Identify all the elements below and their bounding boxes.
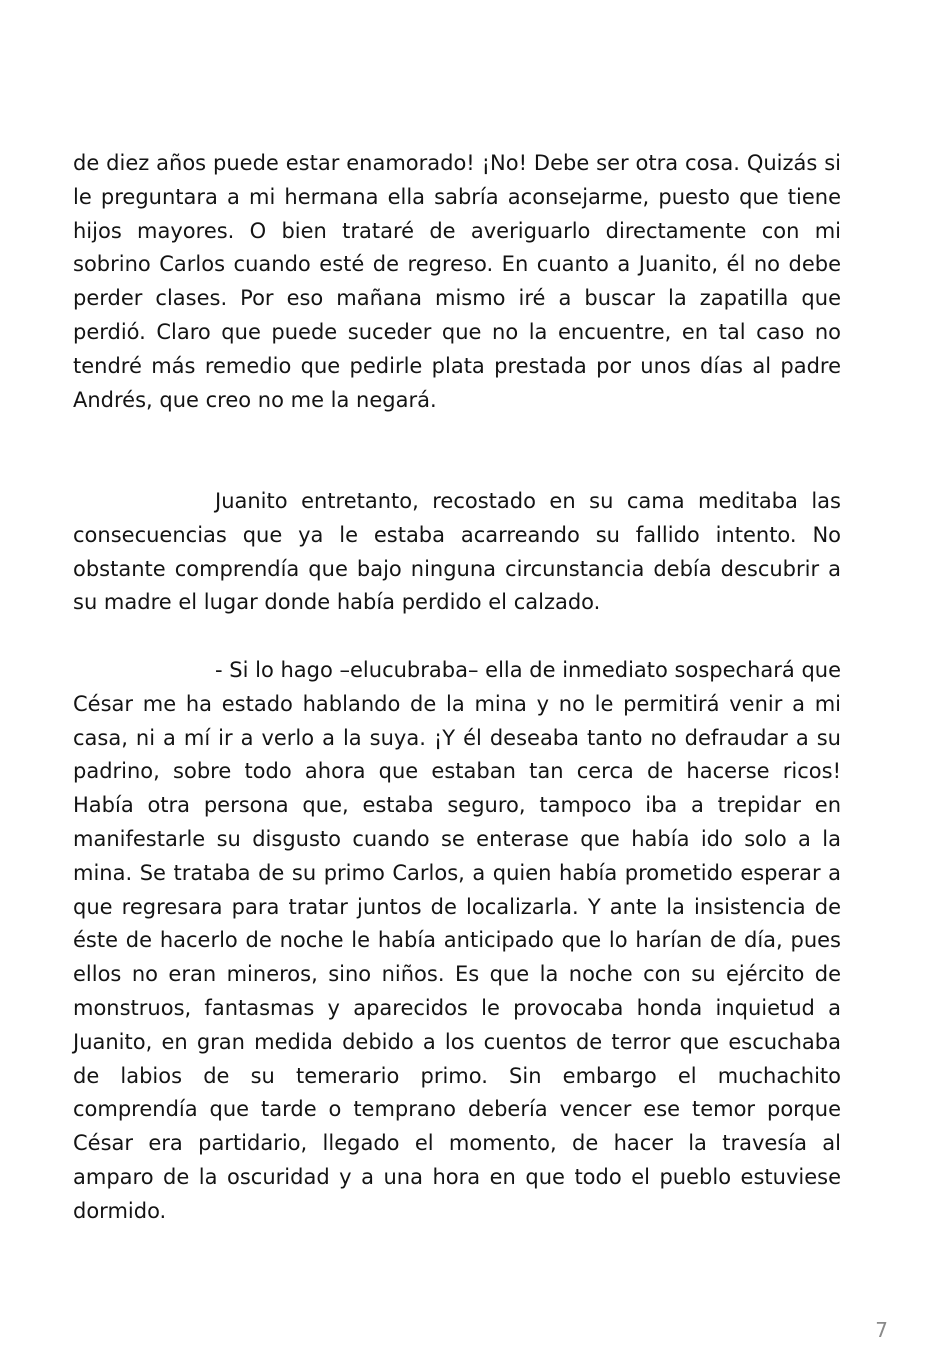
paragraph-2 (73, 485, 841, 620)
paragraph-text: - Si lo hago –elucubraba– ella de inmediato sospechará que César me ha estado hablando de la mina y no le permitirá venir a mi casa, ni a mí ir a verlo a la suya. ¡Y él deseaba tanto no defraudar a su padrino, sobre todo ahora que estaban tan cerca de hacerse ricos! Había otra persona que, estaba seguro, tampoco iba a trepidar en manifestarle su disgusto cuando se enterase que había ido solo a la mina. Se trataba de su primo Carlos, a quien había prometido esperar a que regresara para tratar juntos de localizarla. Y ante la insistencia de éste de hacerlo de noche le había anticipado que lo harían de día, pues ellos no eran mineros, sino niños. Es que la noche con su ejército de monstruos, fantasmas y aparecidos le provocaba honda inquietud a Juanito, en gran medida debido a los cuentos de terror que escuchaba de labios de su temerario primo. Sin embargo el muchachito comprendía que tarde o temprano debería vencer ese temor porque César era partidario, llegado el momento, de hacer la travesía al amparo de la oscuridad y a una hora en que todo el pueblo estuviese dormido. (73, 658, 841, 1223)
paragraph-text: de diez años puede estar enamorado! ¡No! Debe ser otra cosa. Quizás si le preguntara a mi hermana ella sabría aconsejarme, puesto que tiene hijos mayores. O bien trataré de averiguarlo directamente con mi sobrino Carlos cuando esté de regreso. En cuanto a Juanito, él no debe perder clases. Por eso mañana mismo iré a buscar la zapatilla que perdió. Claro que puede suceder que no la encuentre, en tal caso no tendré más remedio que pedirle plata prestada por unos días al padre Andrés, que creo no me la negará. (73, 151, 841, 412)
paragraph-3 (73, 654, 841, 1229)
page-number: 7 (875, 1318, 888, 1342)
paragraph-text: Juanito entretanto, recostado en su cama meditaba las consecuencias que ya le estaba acarreando su fallido intento. No obstante comprendía que bajo ninguna circunstancia debía descubrir a su madre el lugar donde había perdido el calzado. (73, 489, 841, 615)
paragraph-1 (73, 147, 841, 417)
